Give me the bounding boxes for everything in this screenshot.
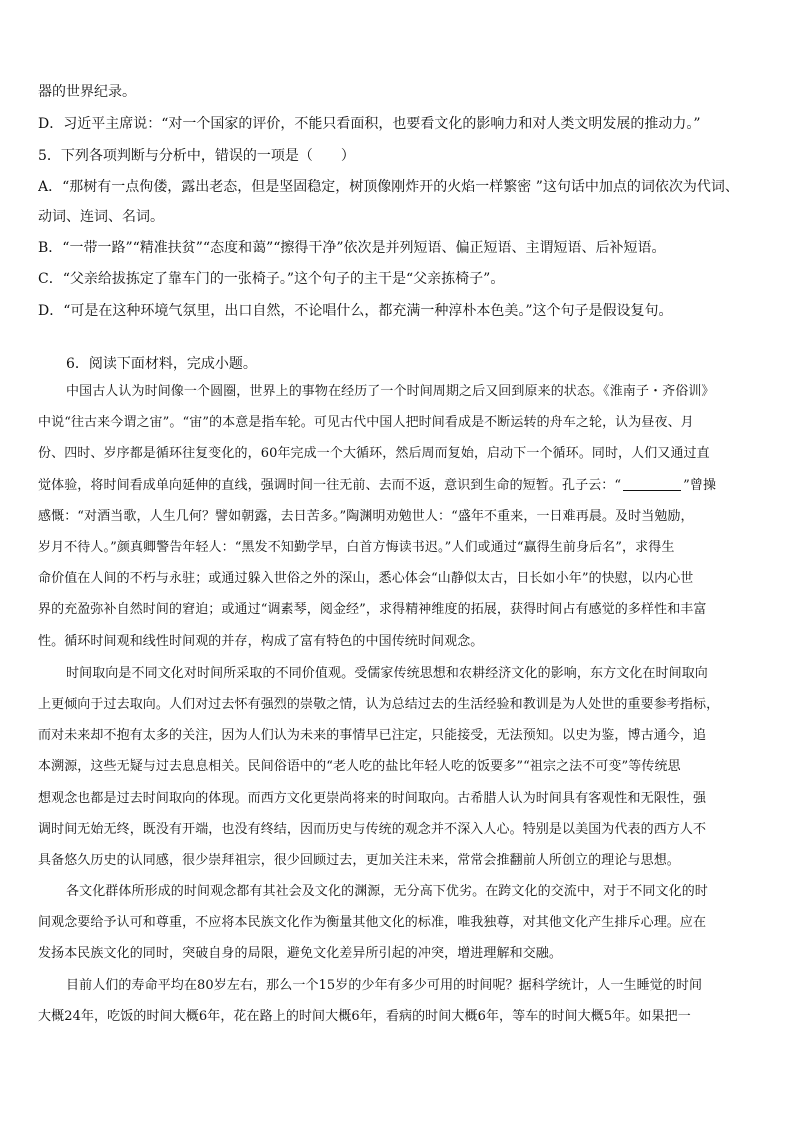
passage-line: 界的充盈弥补自然时间的窘迫；或通过“调素琴，阅金经”，求得精神维度的拓展，获得时间占有感觉的多样性和丰富 — [38, 602, 707, 617]
passage-line: 间观念要给予认可和尊重，不应将本民族文化作为衡量其他文化的标准，唯我独尊，对其他文化产生排斥心理。应在 — [38, 915, 707, 930]
question-5-option-d: D．“可是在这种环境气氛里，出口自然，不论唱什么，都充满一种淳朴本色美。”这个句子是假设复句。 — [38, 303, 673, 319]
question-5-option-a: A．“那树有一点佝偻，露出老态，但是坚固稳定，树顶像刚炸开的火焰一样繁密 ”这句话中加点的词依次为代词、 — [38, 179, 739, 195]
passage-line: 各文化群体所形成的时间观念都有其社会及文化的渊源，无分高下优劣。在跨文化的交流中，对于不同文化的时 — [66, 884, 708, 899]
question-5-option-b: B．“一带一路”“精准扶贫”“态度和蔼”“擦得干净”依次是并列短语、偏正短语、主谓短语、后补短语。 — [38, 240, 666, 256]
question-5-option-c: C．“父亲给拔拣定了靠车门的一张椅子。”这个句子的主干是“父亲拣椅子”。 — [38, 271, 505, 287]
text-line: 器的世界纪录。 — [38, 84, 136, 100]
passage-text: ”曾操 — [683, 478, 717, 493]
passage-line: 上更倾向于过去取向。人们对过去怀有强烈的崇敬之情，认为总结过去的生活经验和教训是为人处世的重要参考指标， — [38, 697, 720, 712]
passage-line: 中国古人认为时间像一个圆圈，世界上的事物在经历了一个时间周期之后又回到原来的状态。《淮南子・齐俗训》 — [66, 384, 715, 399]
passage-line: 发扬本民族文化的同时，突破自身的局限，避免文化差异所引起的冲突，增进理解和交融。 — [38, 946, 563, 961]
passage-line: 想观念也都是过去时间取向的体现。而西方文化更崇尚将来的时间取向。古希腊人认为时间具有客观性和无限性，强 — [38, 791, 707, 806]
question-5-stem: 5．下列各项判断与分析中，错误的一项是（ ） — [38, 148, 355, 164]
passage-line: 大概24年，吃饭的时间大概6年，花在路上的时间大概6年，看病的时间大概6年，等车的时间大概5年。如果把一 — [38, 1009, 691, 1024]
passage-line: 感慨：“对酒当歌，人生几何？譬如朝露，去日苦多。”陶渊明劝勉世人：“盛年不重来，一日难再晨。及时当勉励， — [38, 509, 694, 524]
passage-line-with-blank — [38, 476, 760, 496]
passage-line: 中说“往古来今谓之宙”。“宙”的本意是指车轮。可见古代中国人把时间看成是不断运转的舟车之轮，认为昼夜、月 — [38, 415, 694, 430]
passage-line: 本溯源，这些无疑与过去息息相关。民间俗语中的“老人吃的盐比年轻人吃的饭要多”“祖宗之法不可变”等传统思 — [38, 759, 681, 774]
passage-line: 具备悠久历史的认同感，很少崇拜祖宗，很少回顾过去，更加关注未来，常常会推翻前人所创立的理论与思想。 — [38, 853, 680, 868]
passage-line: 岁月不待人。”颜真卿警告年轻人：“黑发不知勤学早，白首方悔读书迟。”人们或通过“赢得生前身后名”，求得生 — [38, 540, 675, 555]
passage-line: 调时间无始无终，既没有开端，也没有终结，因而历史与传统的观念并不深入人心。特别是以美国为代表的西方人不 — [38, 822, 707, 837]
fill-blank[interactable] — [623, 476, 681, 491]
passage-line: 性。循环时间观和线性时间观的并存，构成了富有特色的中国传统时间观念。 — [38, 634, 484, 649]
passage-line: 命价值在人间的不朽与永驻；或通过躲入世俗之外的深山，悉心体会“山静似太古，日长如小年”的快慰，以内心世 — [38, 571, 694, 586]
passage-line: 目前人们的寿命平均在80岁左右，那么一个15岁的少年有多少可用的时间呢？据科学统计，人一生睡觉的时间 — [66, 978, 703, 993]
passage-line: 时间取向是不同文化对时间所采取的不同价值观。受儒家传统思想和农耕经济文化的影响，东方文化在时间取向 — [66, 666, 708, 681]
question-5-option-a-cont: 动词、连词、名词。 — [38, 209, 164, 225]
passage-line: 份、四时、岁序都是循环往复变化的，60年完成一个大循环，然后周而复始，启动下一个循环。同时，人们又通过直 — [38, 446, 710, 461]
question-6-stem: 6．阅读下面材料，完成小题。 — [66, 356, 257, 372]
passage-line: 而对未来却不抱有太多的关注，因为人们认为未来的事情早已注定，只能接受，无法预知。以史为鉴，博古通今，追 — [38, 728, 707, 743]
passage-text: 觉体验，将时间看成单向延伸的直线，强调时间一往无前、去而不返，意识到生命的短暂。孔子云：“ — [38, 478, 622, 493]
option-d-prev: D．习近平主席说：“对一个国家的评价，不能只看面积，也要看文化的影响力和对人类文明发展的推动力。” — [38, 116, 701, 132]
